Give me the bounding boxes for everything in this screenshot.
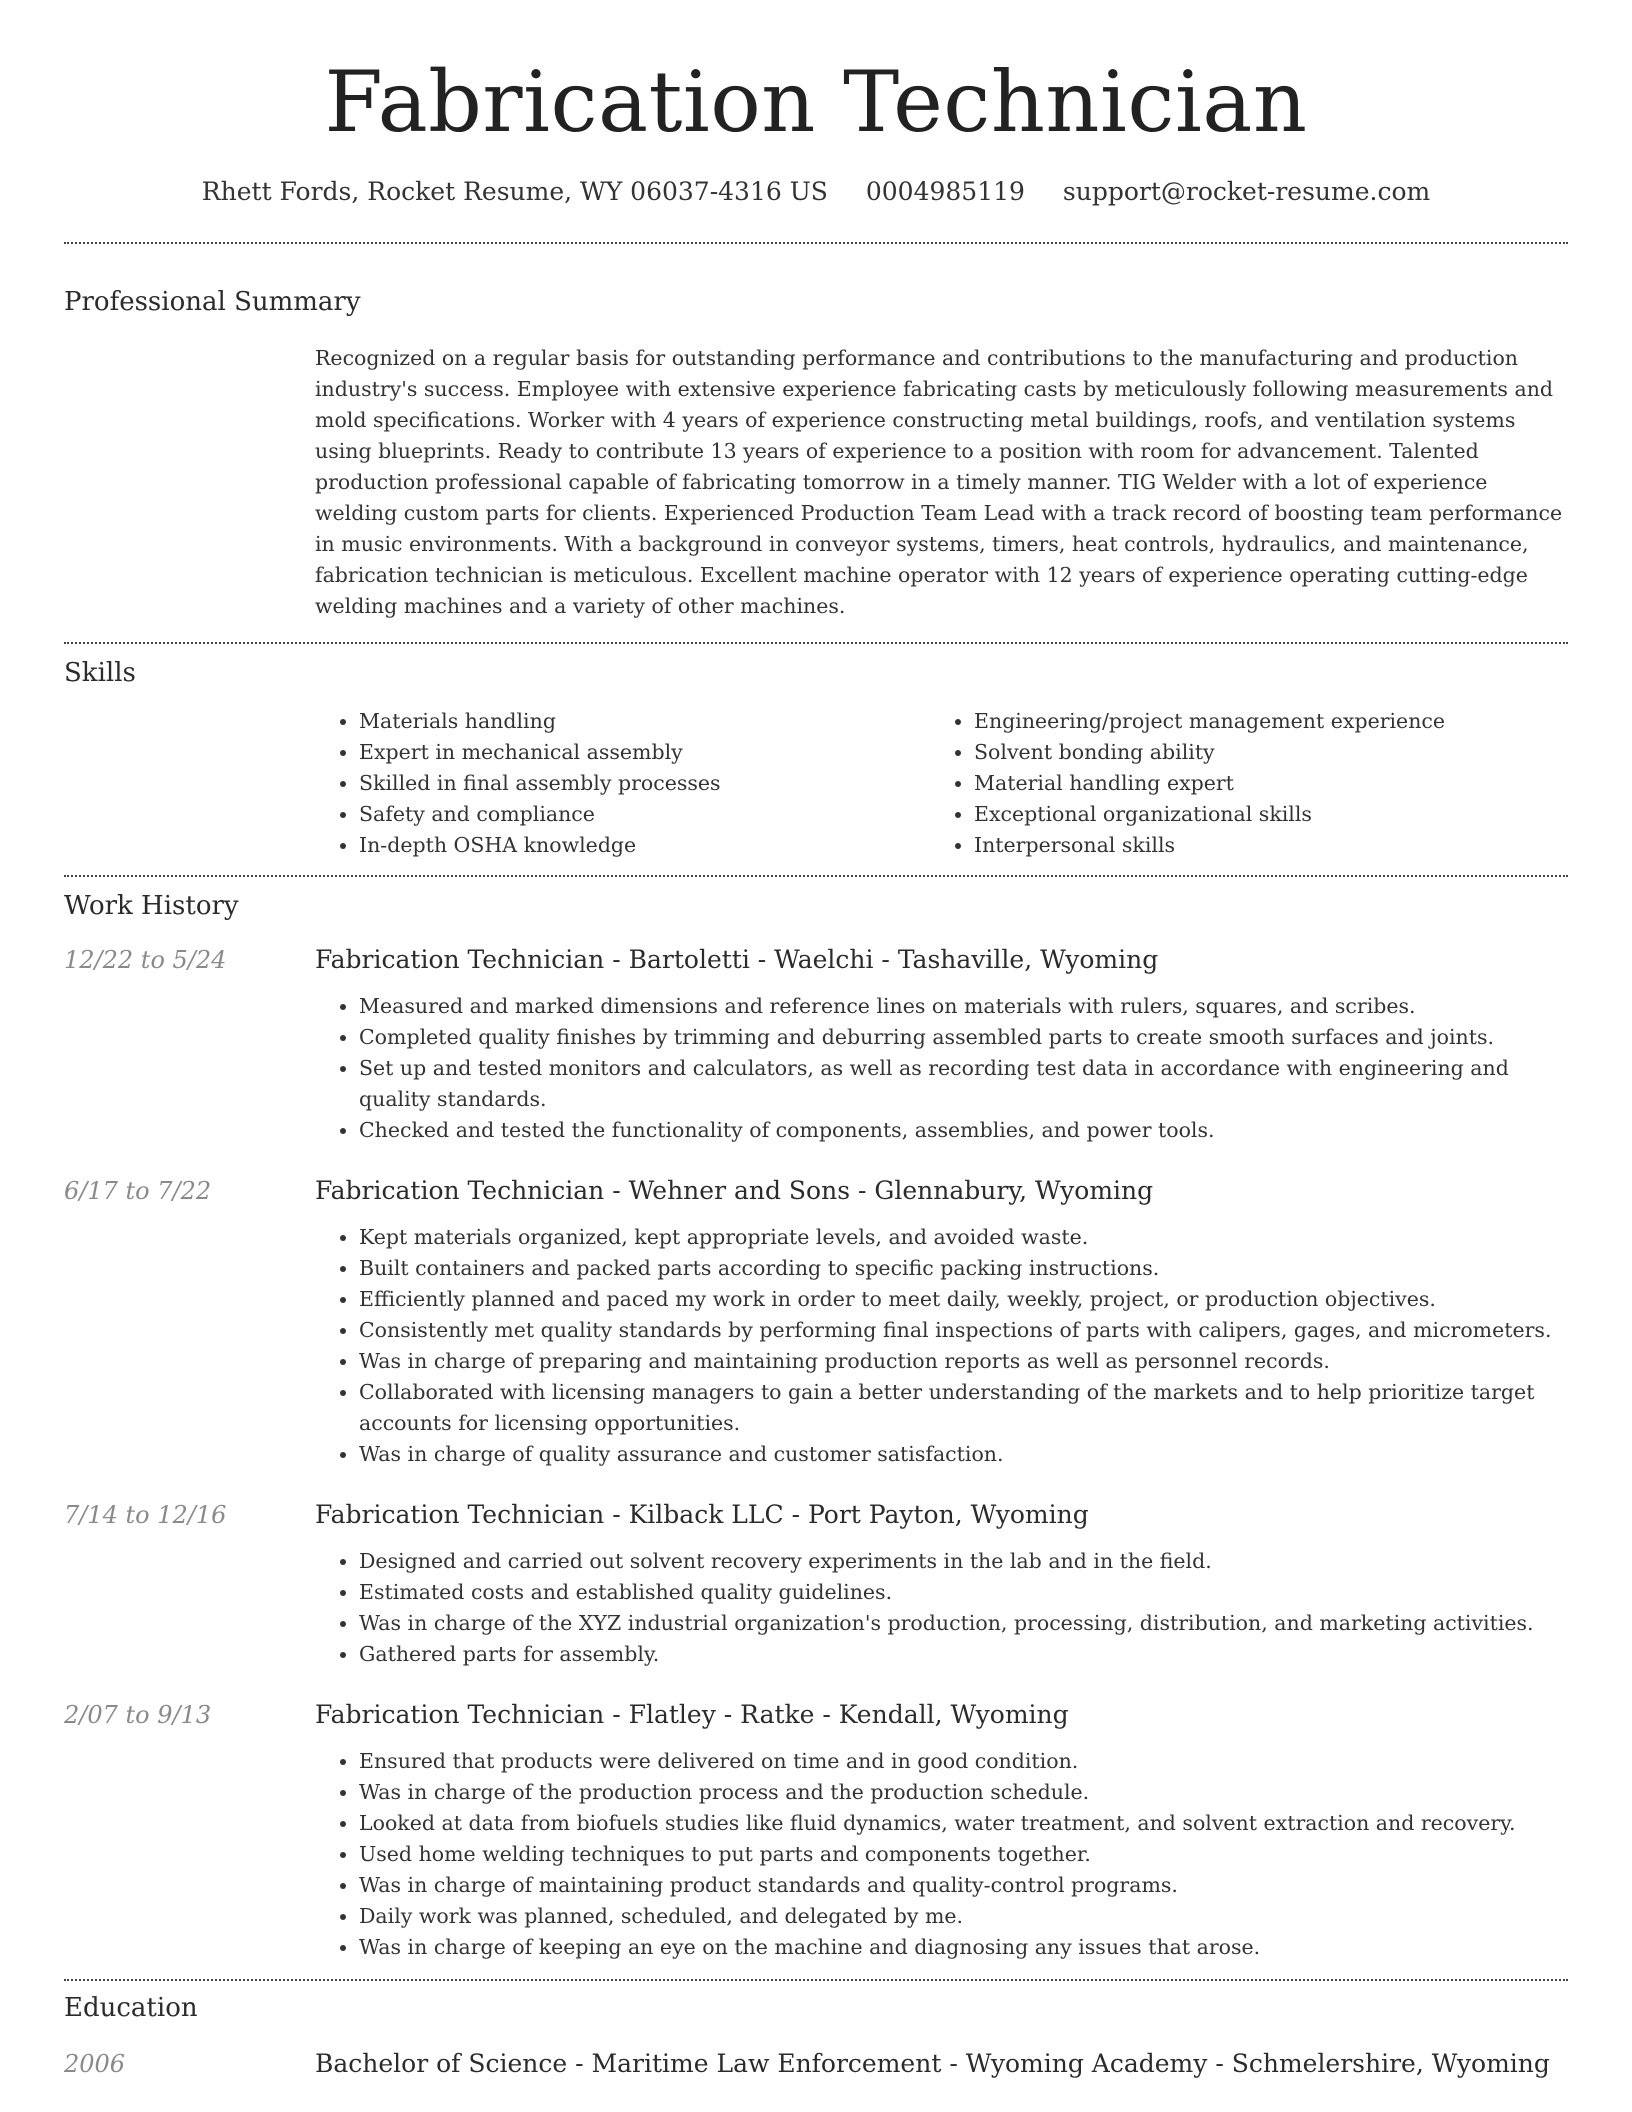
job-bullets — [315, 991, 1568, 1146]
job-bullet: • Kept materials organized, kept appropriate levels, and avoided waste. — [359, 1222, 1568, 1253]
job-bullet: • Checked and tested the functionality of components, assemblies, and power tools. — [359, 1115, 1568, 1146]
contact-address: Rhett Fords, Rocket Resume, WY 06037-4316 US — [201, 177, 828, 206]
contact-phone: 0004985119 — [865, 177, 1025, 206]
job-bullet: • Was in charge of keeping an eye on the machine and diagnosing any issues that arose. — [359, 1932, 1568, 1963]
skills-list-right — [930, 706, 1545, 861]
skill-item: • In-depth OSHA knowledge — [359, 830, 930, 861]
skill-item: • Engineering/project management experience — [974, 706, 1545, 737]
education-degree: Bachelor of Science - Maritime Law Enforcement - Wyoming Academy - Schmelershire, Wyoming — [315, 2049, 1550, 2078]
skill-item: • Expert in mechanical assembly — [359, 737, 930, 768]
job-bullet: • Consistently met quality standards by performing final inspections of parts with calipers, gages, and micrometers. — [359, 1315, 1568, 1346]
job-bullet: • Was in charge of maintaining product standards and quality-control programs. — [359, 1870, 1568, 1901]
skill-item: • Materials handling — [359, 706, 930, 737]
job-bullet: • Built containers and packed parts according to specific packing instructions. — [359, 1253, 1568, 1284]
job-bullet: • Gathered parts for assembly. — [359, 1639, 1568, 1670]
job-bullet: • Collaborated with licensing managers to gain a better understanding of the markets and to help prioritize target accounts for licensing opportunities. — [359, 1377, 1568, 1439]
contact-email[interactable]: support@rocket-resume.com — [1062, 177, 1431, 206]
job-bullet: • Looked at data from biofuels studies like fluid dynamics, water treatment, and solvent extraction and recovery. — [359, 1808, 1568, 1839]
job-bullet: • Set up and tested monitors and calculators, as well as recording test data in accordance with engineering and quality standards. — [359, 1053, 1568, 1115]
job-dates: 2/07 to 9/13 — [64, 1701, 212, 1729]
job-list — [64, 943, 1568, 1979]
job-bullets — [315, 1222, 1568, 1470]
skills-section — [64, 644, 1568, 875]
job-dates: 12/22 to 5/24 — [64, 946, 227, 974]
job-entry — [64, 1698, 1568, 1963]
job-bullet: • Designed and carried out solvent recovery experiments in the lab and in the field. — [359, 1546, 1568, 1577]
skills-list-left — [315, 706, 930, 861]
contact-line — [64, 176, 1568, 208]
skill-item: • Material handling expert — [974, 768, 1545, 799]
summary-text: Recognized on a regular basis for outstanding performance and contributions to the manufacturing and production industry's success. Employee with extensive experience fabricating casts by meticulously following measurements and mold specifications. Worker with 4 years of experience constructing metal buildings, roofs, and ventilation systems using blueprints. Ready to contribute 13 years of experience to a position with room for advancement. Talented production professional capable of fabricating tomorrow in a timely manner. TIG Welder with a lot of experience welding custom parts for clients. Experienced Production Team Lead with a track record of boosting team performance in music environments. With a background in conveyor systems, timers, heat controls, hydraulics, and maintenance, fabrication technician is meticulous. Excellent machine operator with 12 years of experience operating cutting-edge welding machines and a variety of other machines. — [315, 346, 1563, 618]
skills-title: Skills — [64, 658, 136, 688]
job-entry — [64, 943, 1568, 1146]
job-bullet: • Was in charge of preparing and maintaining production reports as well as personnel records. — [359, 1346, 1568, 1377]
job-bullet: • Efficiently planned and paced my work in order to meet daily, weekly, project, or production objectives. — [359, 1284, 1568, 1315]
job-bullet: • Daily work was planned, scheduled, and delegated by me. — [359, 1901, 1568, 1932]
job-dates: 6/17 to 7/22 — [64, 1177, 212, 1205]
job-title: Fabrication Technician - Kilback LLC - Port Payton, Wyoming — [315, 1500, 1089, 1529]
job-bullet: • Was in charge of the production process and the production schedule. — [359, 1777, 1568, 1808]
job-dates: 7/14 to 12/16 — [64, 1501, 227, 1529]
skill-item: • Exceptional organizational skills — [974, 799, 1545, 830]
job-bullet: • Was in charge of the XYZ industrial organization's production, processing, distribution, and marketing activities. — [359, 1608, 1568, 1639]
resume-name: Fabrication Technician — [324, 53, 1308, 151]
skill-item: • Skilled in final assembly processes — [359, 768, 930, 799]
work-history-title: Work History — [64, 891, 239, 921]
education-title: Education — [64, 1993, 198, 2023]
summary-section — [64, 244, 1568, 642]
job-bullet: • Measured and marked dimensions and reference lines on materials with rulers, squares, and scribes. — [359, 991, 1568, 1022]
job-bullet: • Used home welding techniques to put parts and components together. — [359, 1839, 1568, 1870]
job-header — [64, 943, 1568, 977]
work-history-section — [64, 877, 1568, 1979]
skill-item: • Solvent bonding ability — [974, 737, 1545, 768]
job-bullet: • Estimated costs and established quality guidelines. — [359, 1577, 1568, 1608]
job-entry — [64, 1174, 1568, 1470]
job-title: Fabrication Technician - Wehner and Sons - Glennabury, Wyoming — [315, 1176, 1154, 1205]
job-header — [64, 1174, 1568, 1208]
skill-item: • Safety and compliance — [359, 799, 930, 830]
job-bullet: • Ensured that products were delivered on time and in good condition. — [359, 1746, 1568, 1777]
job-bullet: • Completed quality finishes by trimming and deburring assembled parts to create smooth surfaces and joints. — [359, 1022, 1568, 1053]
job-bullets — [315, 1546, 1568, 1670]
job-header — [64, 1698, 1568, 1732]
job-entry — [64, 1498, 1568, 1670]
education-section — [64, 1981, 1568, 2081]
skill-item: • Interpersonal skills — [974, 830, 1545, 861]
job-bullet: • Was in charge of quality assurance and customer satisfaction. — [359, 1439, 1568, 1470]
job-header — [64, 1498, 1568, 1532]
job-title: Fabrication Technician - Bartoletti - Waelchi - Tashaville, Wyoming — [315, 945, 1159, 974]
job-bullets — [315, 1746, 1568, 1963]
education-entry — [64, 2047, 1568, 2081]
summary-title: Professional Summary — [64, 287, 361, 317]
job-title: Fabrication Technician - Flatley - Ratke - Kendall, Wyoming — [315, 1700, 1069, 1729]
skills-grid — [315, 706, 1568, 875]
education-date: 2006 — [64, 2050, 126, 2078]
education-header — [64, 2047, 1568, 2081]
